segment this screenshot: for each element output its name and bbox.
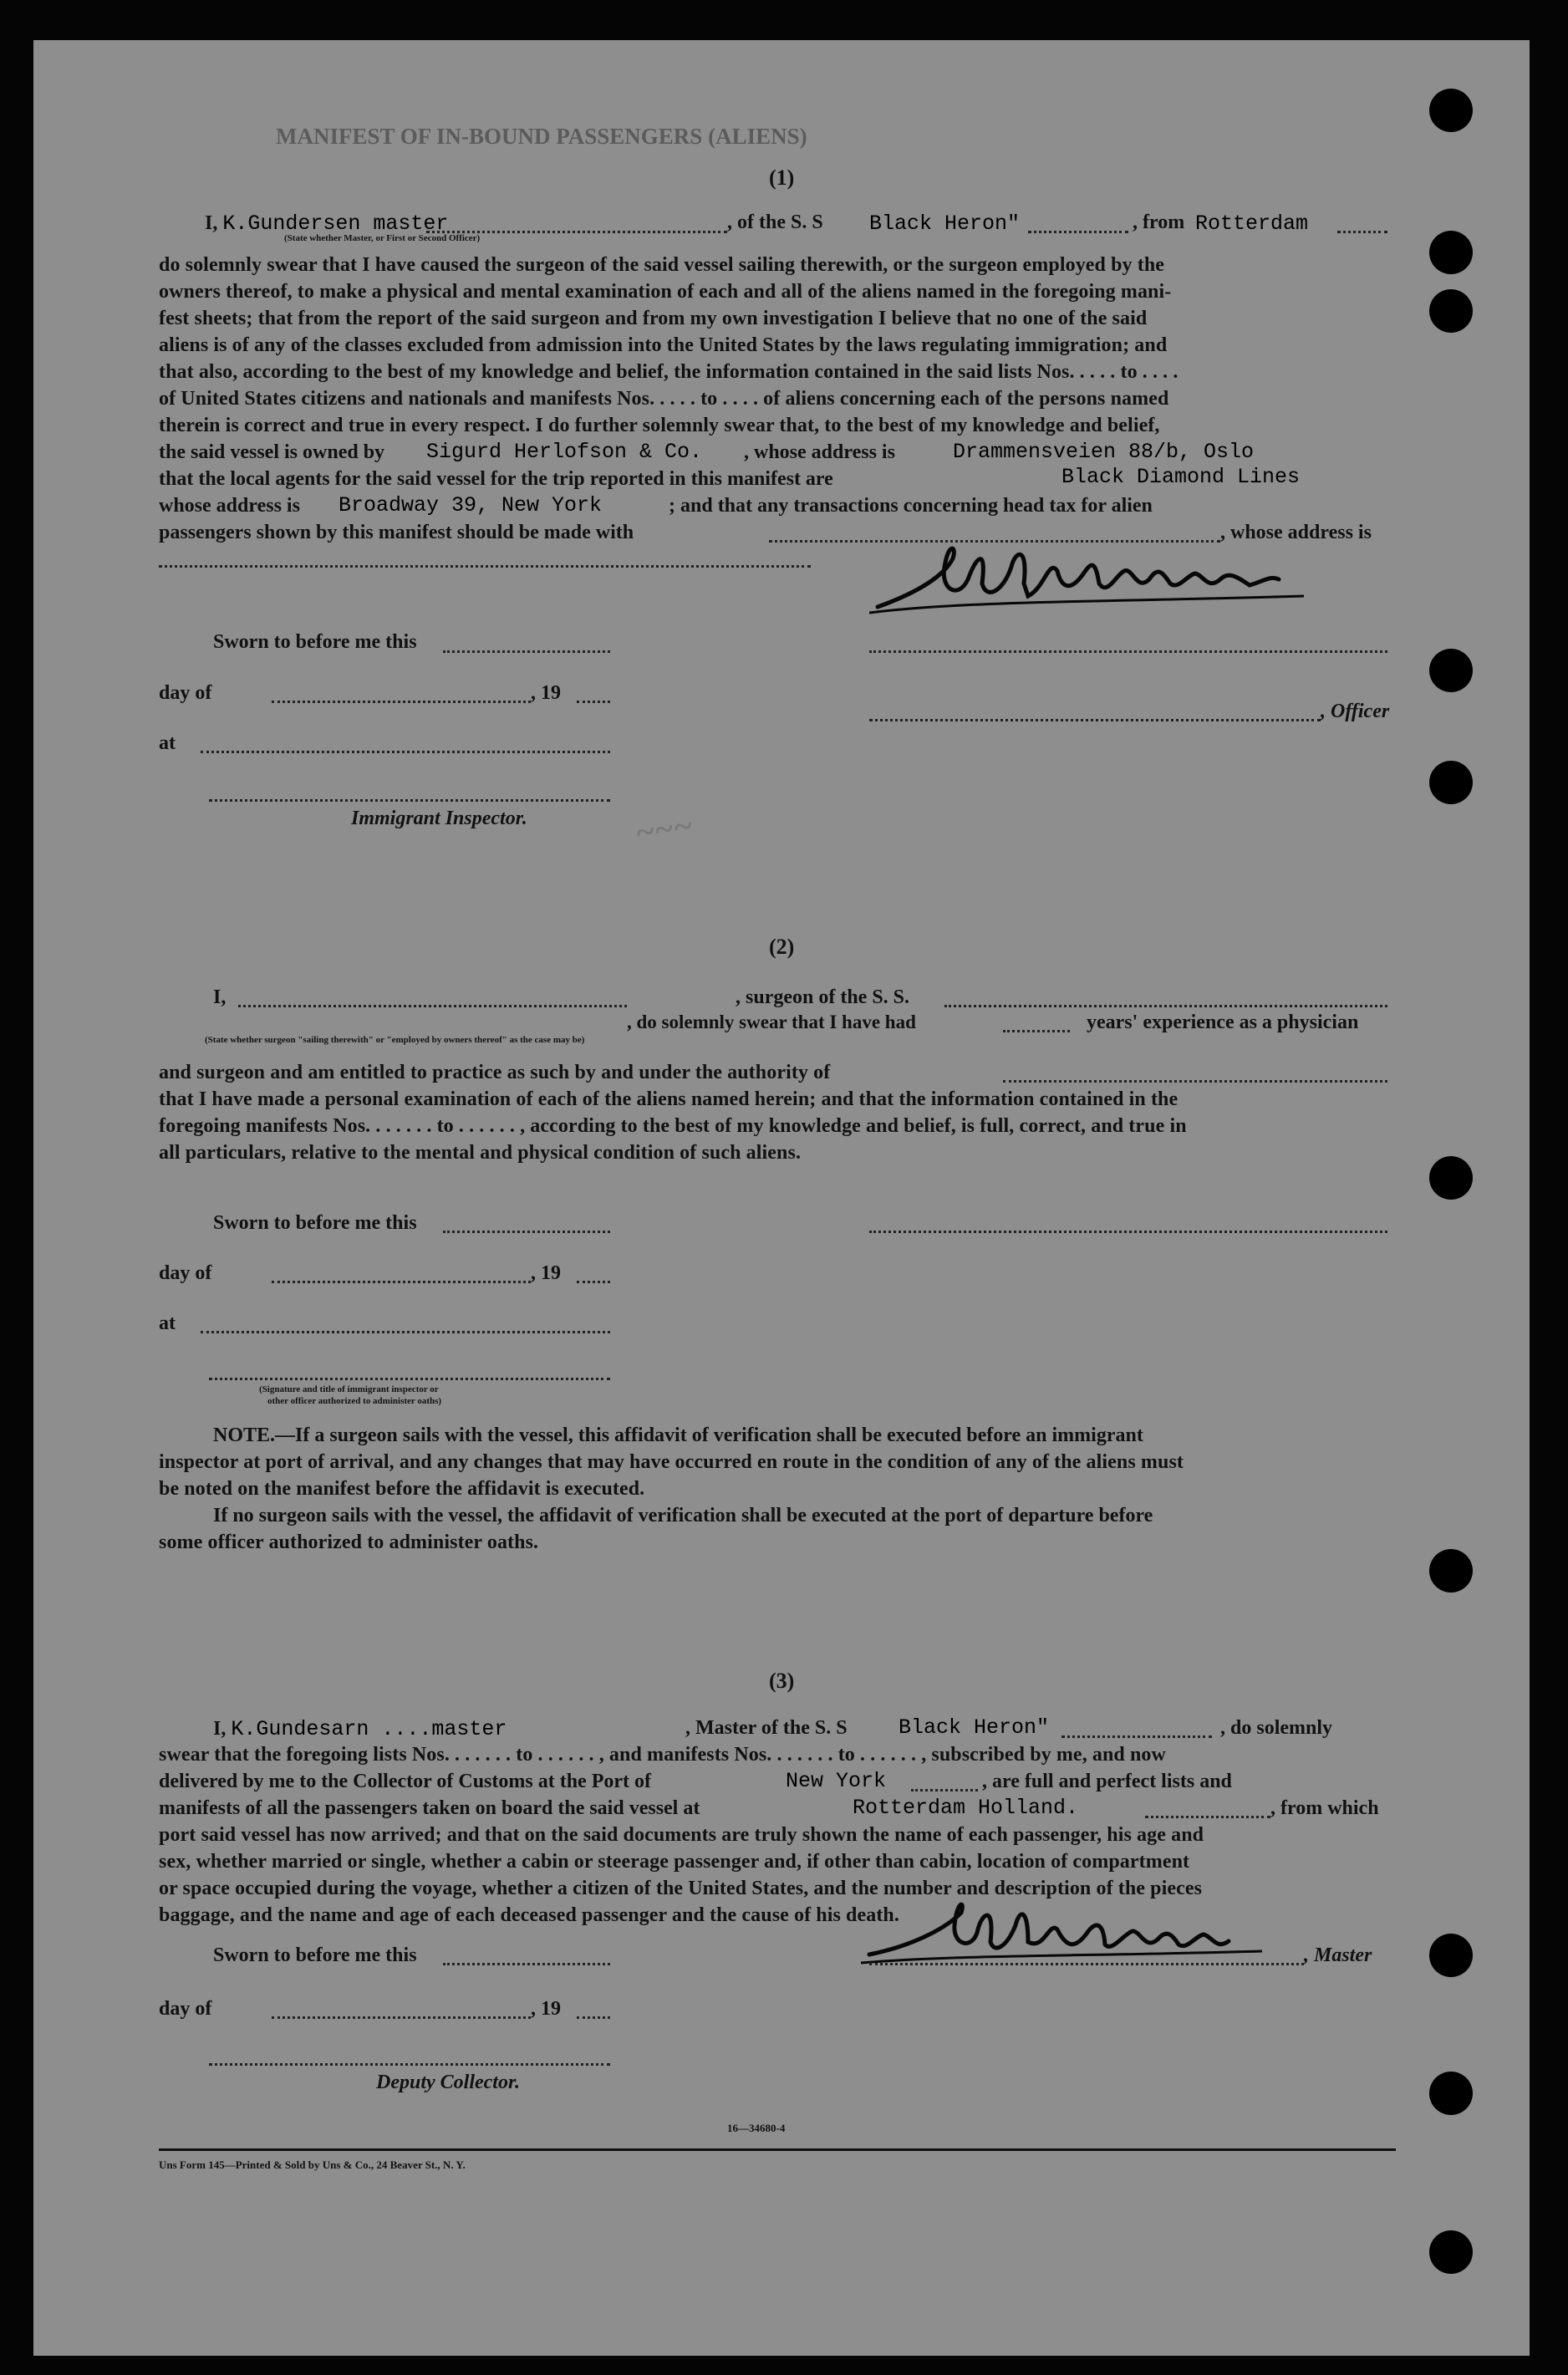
dotted-line <box>443 650 610 653</box>
dotted-line <box>869 650 1387 653</box>
punch-hole <box>1429 2072 1473 2115</box>
note-label: NOTE. <box>213 1424 276 1446</box>
s1-body-4: that also, according to the best of my knowledge and belief, the information contained in the said lists Nos. . . . . to . . . . <box>159 361 1179 383</box>
punch-hole <box>1429 89 1473 132</box>
s3-body-2: or space occupied during the voyage, whether a citizen of the United States, and the number and description of the pieces <box>159 1878 1203 1899</box>
s3-line-4b: , from which <box>1270 1797 1379 1819</box>
note-line-4: some officer authorized to administer oaths. <box>159 1532 539 1553</box>
agents-address-label: whose address is <box>159 495 300 517</box>
s2-body-2: foregoing manifests Nos. . . . . . . to . . . . . . , according to the best of my knowledge and belief, is full, correct, and true in <box>159 1115 1187 1137</box>
section-3-number: (3) <box>769 1669 795 1693</box>
manifest-page <box>33 40 1530 2356</box>
s3-line-3b: , are full and perfect lists and <box>982 1771 1232 1792</box>
owner-name: Sigurd Herlofson & Co. <box>426 440 703 464</box>
dotted-line <box>1028 231 1128 233</box>
s1-from-label: , from <box>1133 212 1185 233</box>
s3-body-1: sex, whether married or single, whether a cabin or steerage passenger and, if other than cabin, location of compartment <box>159 1851 1190 1873</box>
dotted-line <box>1003 1080 1387 1083</box>
s2-sworn: Sworn to before me this <box>213 1212 417 1234</box>
s2-day-of: day of <box>159 1262 212 1284</box>
s1-line-i: I, K.Gundersen master <box>205 212 449 236</box>
agents-tail: ; and that any transactions concerning head tax for alien <box>669 495 1153 517</box>
s1-body-6: therein is correct and true in every respect. I do further solemnly swear that, to the best of my knowledge and belief, <box>159 415 1160 436</box>
s2-sig-note-2: other officer authorized to administer oaths) <box>267 1396 442 1406</box>
s3-tail: , do solemnly <box>1220 1717 1333 1739</box>
s2-body-0: and surgeon and am entitled to practice as such by and under the authority of <box>159 1062 831 1083</box>
s1-sworn: Sworn to before me this <box>213 631 417 653</box>
s2-at: at <box>159 1312 176 1334</box>
s2-surgeon: , surgeon of the S. S. <box>736 986 910 1008</box>
dotted-line <box>1145 1816 1270 1818</box>
master-signature <box>869 508 1337 625</box>
faint-header: MANIFEST OF IN-BOUND PASSENGERS (ALIENS) <box>276 124 807 149</box>
note-line-0: NOTE.—If a surgeon sails with the vessel, this affidavit of verification shall be executed before an immigrant <box>213 1424 1143 1446</box>
head-tax-tail: , whose address is <box>1220 522 1372 543</box>
arrival-port: New York <box>786 1769 887 1793</box>
dotted-line <box>443 1963 610 1965</box>
dotted-line <box>209 1378 610 1380</box>
owned-by-label: the said vessel is owned by <box>159 441 385 463</box>
punch-hole <box>1429 761 1473 804</box>
s2-note: (State whether surgeon "sailing therewith" or "employed by owners thereof" as the case may be) <box>205 1035 585 1045</box>
dotted-line <box>159 565 811 568</box>
s3-body-3: baggage, and the name and age of each deceased passenger and the cause of his death. <box>159 1904 899 1926</box>
s1-at: at <box>159 732 176 754</box>
dotted-line <box>201 1331 610 1333</box>
owner-address-label: , whose address is <box>744 441 895 463</box>
master-name: K.Gundersen master <box>222 212 449 236</box>
agents-label: that the local agents for the said vessel for the trip reported in this manifest are <box>159 468 833 490</box>
s3-line-4a: manifests of all the passengers taken on board the said vessel at <box>159 1797 700 1819</box>
note-line-3: If no surgeon sails with the vessel, the affidavit of verification shall be executed at the port of departure before <box>213 1505 1153 1526</box>
form-number: 16—34680-4 <box>727 2122 786 2134</box>
note-line-1: inspector at port of arrival, and any changes that may have occurred en route in the condition of any of the aliens must <box>159 1451 1184 1473</box>
head-tax-label: passengers shown by this manifest should be made with <box>159 522 634 543</box>
s3-ship: Black Heron" <box>899 1715 1050 1740</box>
s3-day-of: day of <box>159 1998 212 2020</box>
dotted-line <box>869 1231 1387 1233</box>
punch-hole <box>1429 1934 1473 1977</box>
s1-note: (State whether Master, or First or Second Officer) <box>284 233 481 243</box>
s1-body-2: fest sheets; that from the report of the said surgeon and from my own investigation I believe that no one of the said <box>159 308 1148 329</box>
footer-rule <box>159 2148 1396 2151</box>
punch-hole <box>1429 1549 1473 1593</box>
s1-body-0: do solemnly swear that I have caused the surgeon of the said vessel sailing therewith, or the surgeon employed by the <box>159 254 1165 276</box>
departure-port: Rotterdam <box>1195 212 1309 236</box>
s3-sworn: Sworn to before me this <box>213 1944 417 1966</box>
punch-hole <box>1429 231 1473 274</box>
s2-year: , 19 <box>531 1262 561 1284</box>
s3-master-name: K.Gundesarn ....master <box>231 1717 507 1741</box>
s2-body-3: all particulars, relative to the mental and physical condition of such aliens. <box>159 1142 802 1164</box>
ship-name: Black Heron" <box>869 212 1021 236</box>
punch-hole <box>1429 2230 1473 2274</box>
s2-i: I, <box>213 986 227 1008</box>
dotted-line <box>209 799 610 802</box>
dotted-line <box>272 1281 531 1283</box>
s2-mid: , do solemnly swear that I have had <box>627 1012 916 1032</box>
dotted-line <box>443 1231 610 1233</box>
agents-address: Broadway 39, New York <box>339 493 603 517</box>
dotted-line <box>201 751 610 753</box>
s3-line-2: swear that the foregoing lists Nos. . . . . . . to . . . . . . , and manifests Nos. . . . . . . to . . . . . . , subscribed by me, and now <box>159 1744 1166 1766</box>
section-1-number: (1) <box>769 166 795 190</box>
s1-inspector: Immigrant Inspector. <box>351 808 527 829</box>
agents-name: Black Diamond Lines <box>1061 465 1301 489</box>
s2-years: years' experience as a physician <box>1087 1012 1359 1033</box>
dotted-line <box>944 1005 1387 1007</box>
dotted-line <box>577 1281 610 1283</box>
dotted-line <box>911 1789 978 1791</box>
s1-body-3: aliens is of any of the classes excluded from admission into the United States by the laws regulating immigration; and <box>159 334 1168 356</box>
dotted-line <box>869 1963 1304 1965</box>
s3-deputy: Deputy Collector. <box>376 2072 520 2093</box>
s1-year: , 19 <box>531 682 561 704</box>
embark-port: Rotterdam Holland. <box>853 1796 1079 1820</box>
faint-bleed-through: ~~~ <box>633 806 695 852</box>
punch-hole <box>1429 649 1473 692</box>
dotted-line <box>577 2016 610 2019</box>
s3-mid: , Master of the S. S <box>685 1717 848 1739</box>
s1-ship-label: , of the S. S <box>727 212 823 233</box>
dotted-line <box>238 1005 627 1007</box>
s1-body-5: of United States citizens and nationals and manifests Nos. . . . . to . . . . of aliens concerning each of the persons named <box>159 388 1169 410</box>
punch-hole <box>1429 1156 1473 1200</box>
dotted-line <box>209 2063 610 2066</box>
dotted-line <box>272 2016 531 2019</box>
dotted-line <box>272 701 531 703</box>
dotted-line <box>1003 1030 1070 1032</box>
dotted-line <box>577 701 610 703</box>
dotted-line <box>1061 1735 1212 1738</box>
s2-body-1: that I have made a personal examination of each of the aliens named herein; and that the information contained in the <box>159 1088 1179 1110</box>
s3-year: , 19 <box>531 1998 561 2020</box>
dotted-line <box>869 719 1321 721</box>
s2-sig-note-1: (Signature and title of immigrant inspector or <box>259 1384 439 1394</box>
s1-officer: , Officer <box>1321 701 1390 722</box>
s1-body-1: owners thereof, to make a physical and mental examination of each and all of the aliens named in the foregoing mani- <box>159 281 1172 303</box>
master-signature-2 <box>861 1871 1312 1971</box>
section-2-number: (2) <box>769 935 795 959</box>
punch-hole <box>1429 289 1473 333</box>
s3-master: , Master <box>1304 1944 1372 1966</box>
dotted-line <box>1337 231 1387 233</box>
s3-line-3a: delivered by me to the Collector of Customs at the Port of <box>159 1771 651 1792</box>
s3-line-1: I, K.Gundesarn ....master <box>213 1717 507 1741</box>
s3-body-0: port said vessel has now arrived; and that on the said documents are truly shown the name of each passenger, his age and <box>159 1824 1204 1846</box>
printer-line: Uns Form 145—Printed & Sold by Uns & Co., 24 Beaver St., N. Y. <box>159 2158 466 2171</box>
s1-day-of: day of <box>159 682 212 704</box>
note-line-2: be noted on the manifest before the affidavit is executed. <box>159 1478 645 1500</box>
owner-address: Drammensveien 88/b, Oslo <box>953 440 1255 464</box>
